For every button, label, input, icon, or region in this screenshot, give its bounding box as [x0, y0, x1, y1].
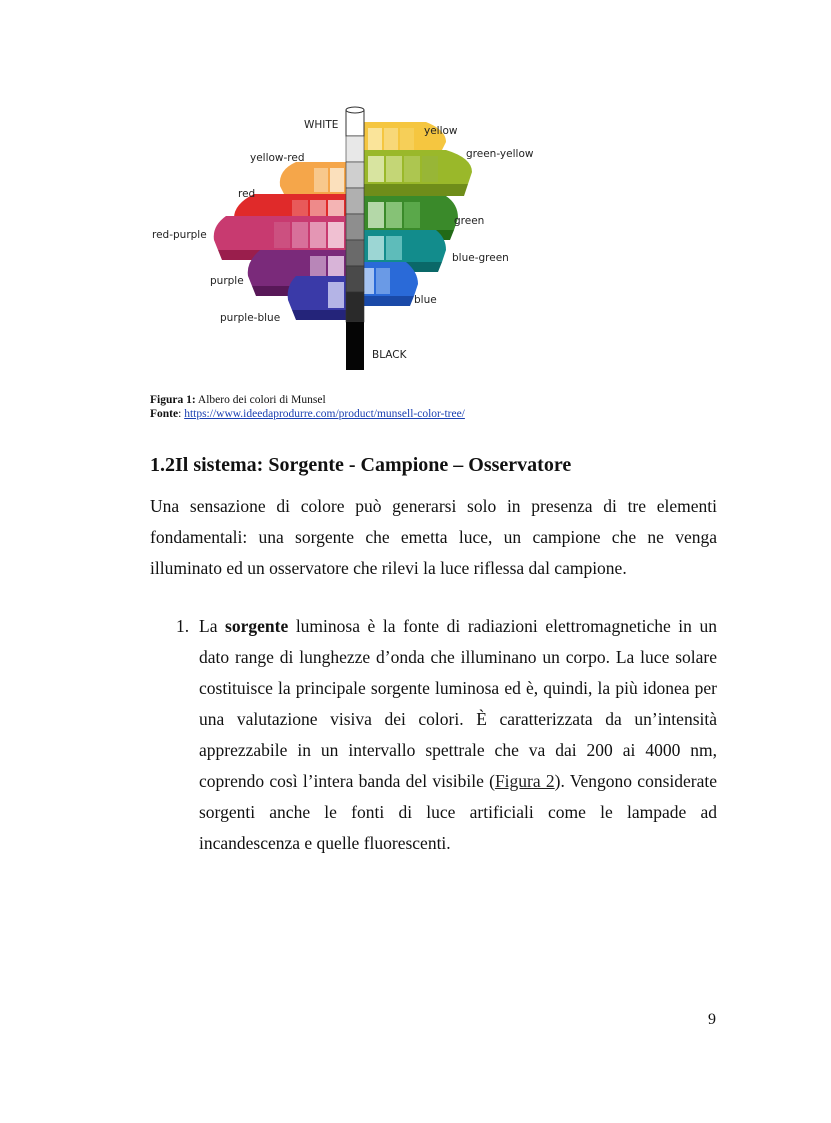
label-purple-blue: purple-blue — [220, 312, 281, 324]
list-item-number: 1. — [176, 616, 190, 636]
caption-figure-text: Albero dei colori di Munsel — [195, 394, 326, 406]
label-yellow: yellow — [424, 125, 458, 137]
fin-purple-blue — [288, 276, 346, 320]
list-item-bold-term: sorgente — [225, 616, 289, 636]
caption-source-separator: : — [178, 408, 185, 420]
label-green-yellow: green-yellow — [466, 148, 534, 160]
list-item — [176, 611, 717, 859]
caption-title-line — [150, 393, 465, 407]
figure-caption — [150, 393, 465, 421]
label-white: WHITE — [304, 119, 339, 131]
munsell-color-tree-figure — [146, 100, 546, 380]
section-heading: 1.2Il sistema: Sorgente - Campione – Osservatore — [150, 454, 572, 476]
label-red-purple: red-purple — [152, 229, 207, 241]
caption-figure-label: Figura 1: — [150, 394, 196, 406]
caption-source-line — [150, 407, 465, 421]
label-black: BLACK — [372, 349, 407, 361]
label-red: red — [238, 188, 256, 200]
label-blue: blue — [414, 294, 437, 306]
figure-2-link[interactable]: Figura 2 — [494, 771, 555, 791]
caption-source-label: Fonte — [150, 408, 179, 420]
caption-source-link[interactable]: https://www.ideedaprodurre.com/product/munsell-color-tree/ — [184, 408, 465, 420]
label-yellow-red: yellow-red — [250, 152, 305, 164]
fin-blue — [356, 262, 418, 306]
list-item-text: luminosa è la fonte di radiazioni elettromagnetiche in un dato range di lunghezze d’onda che illuminano un corpo. La luce solare costituisce la principale sorgente luminosa ed è, quindi, la più idonea per una valutazione visiva dei colori. È caratterizzata da un’intensità apprezzabile in un intervallo spettrale che va dai 200 ai 4000 nm, coprendo così l’intera banda del visibile ( — [199, 616, 717, 791]
numbered-list — [176, 611, 717, 859]
label-blue-green: blue-green — [452, 252, 509, 264]
list-item-pre: La — [199, 616, 226, 636]
munsell-color-tree-illustration — [146, 100, 546, 380]
label-green: green — [454, 215, 485, 227]
section-paragraph: Una sensazione di colore può generarsi solo in presenza di tre elementi fondamentali: una sorgente che emetta luce, un campione che ne venga illuminato ed un osservatore che rilevi la luce riflessa dal campione. — [150, 496, 717, 578]
page-number: 9 — [708, 1011, 716, 1028]
label-purple: purple — [210, 275, 244, 287]
fin-green-yellow — [364, 150, 472, 196]
value-axis — [346, 107, 364, 370]
list-item-post: ). Vengono considerate sorgenti anche le fonti di luce artificiali come le lampade ad incandescenza e quelle fluorescenti. — [199, 771, 717, 853]
